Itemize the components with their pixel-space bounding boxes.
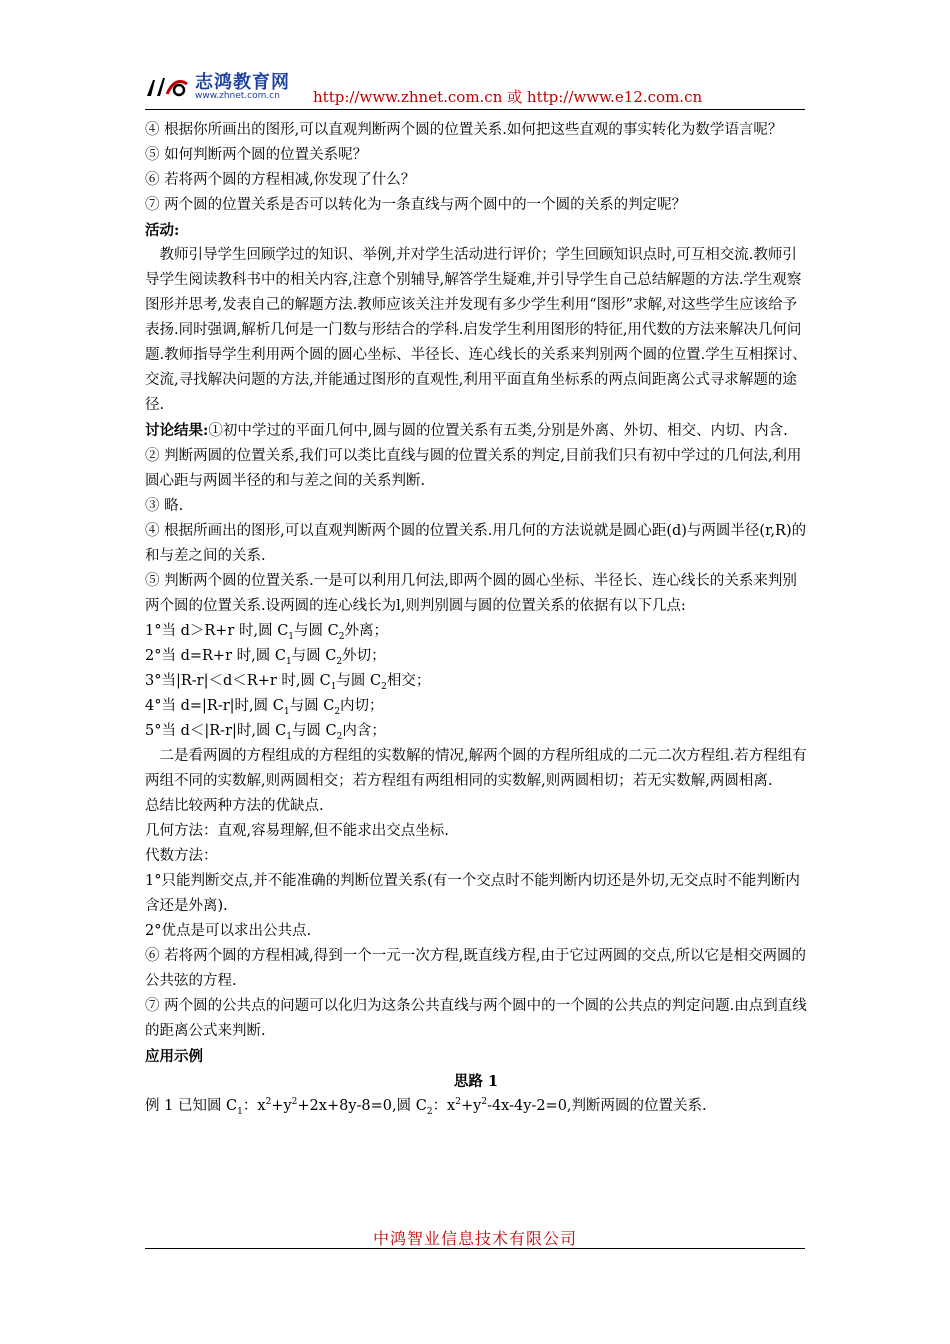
idea-heading: 思路 1 xyxy=(453,1073,499,1090)
application-heading: 应用示例 xyxy=(145,1048,203,1065)
discussion-7: ⑦ 两个圆的公共点的问题可以化归为这条公共直线与两个圆中的一个圆的公共点的判定问题.由点到直线的距离公式来判断. xyxy=(145,998,807,1039)
link-zhnet[interactable]: http://www.zhnet.com.cn xyxy=(313,88,503,106)
condition-text: 与圆 C xyxy=(336,673,382,689)
condition-text: 与圆 C xyxy=(291,648,337,664)
link-e12[interactable]: http://www.e12.com.cn xyxy=(526,88,703,106)
question-5: ⑤ 如何判断两个圆的位置关系呢？ xyxy=(145,147,368,163)
subscript: 1 xyxy=(286,731,292,742)
algebraic-point-1: 1°只能判断交点,并不能准确的判断位置关系(有一个交点时不能判断内切还是外切,无交点时不能判断内含还是外离). xyxy=(145,873,800,914)
example-text: ：x xyxy=(432,1098,456,1114)
example-text: ：x xyxy=(242,1098,266,1114)
example-1 xyxy=(145,1094,807,1119)
condition-3 xyxy=(145,669,807,694)
condition-text: 与圆 C xyxy=(294,623,339,639)
document-body xyxy=(145,118,807,1119)
page-header xyxy=(145,66,805,106)
question-4: ④ 根据你所画出的图形,可以直观判断两个圆的位置关系.如何把这些直观的事实转化为数学语言呢？ xyxy=(145,122,783,138)
discussion-5: ⑤ 判断两个圆的位置关系.一是可以利用几何法,即两个圆的圆心坐标、半径长、连心线长的关系来判别两个圆的位置关系.设两圆的连心线长为l,则判别圆与圆的位置关系的依据有以下几点: xyxy=(145,573,797,614)
example-text: -4x-4y-2=0,判断两圆的位置关系. xyxy=(487,1098,707,1114)
condition-1 xyxy=(145,619,807,644)
subscript: 1 xyxy=(283,706,290,717)
discussion-heading: 讨论结果: xyxy=(145,422,209,439)
superscript: 2 xyxy=(481,1097,488,1108)
example-text: +y xyxy=(271,1098,292,1114)
subscript: 1 xyxy=(330,681,337,692)
activity-paragraph: 教师引导学生回顾学过的知识、举例,并对学生活动进行评价；学生回顾知识点时,可互相交流.教师引导学生阅读教科书中的相关内容,注意个别辅导,解答学生疑难,并引导学生自己总结解题的方法.学生观察图形并思考,发表自己的解题方法.教师应该关注并发现有多少学生利用“图形”求解,对这些学生应该给予表扬.同时强调,解析几何是一门数与形结合的学科.启发学生利用图形的特征,用代数的方法来解决几何问题.教师指导学生利用两个圆的圆心坐标、半径长、连心线长的关系来判别两个圆的位置.学生互相探讨、交流,寻找解决问题的方法,并能通过图形的直观性,利用平面直角坐标系的两点间距离公式寻求解题的途径. xyxy=(145,247,807,413)
condition-2 xyxy=(145,644,807,669)
condition-text: 与圆 C xyxy=(289,698,335,714)
logo-text: 志鸿教育网 xyxy=(195,72,290,93)
site-logo[interactable] xyxy=(145,68,315,104)
discussion-3: ③ 略. xyxy=(145,498,184,514)
example-text: 例 1 已知圆 C xyxy=(145,1098,238,1114)
condition-text: 5°当 d＜|R-r|时,圆 C xyxy=(145,723,287,739)
condition-text: 相交； xyxy=(386,673,431,689)
condition-text: 3°当|R-r|＜d＜R+r 时,圆 C xyxy=(145,673,331,689)
header-divider xyxy=(145,109,805,110)
header-links xyxy=(313,86,702,107)
condition-text: 1°当 d＞R+r 时,圆 C xyxy=(145,623,289,639)
second-method: 二是看两圆的方程组成的方程组的实数解的情况,解两个圆的方程所组成的二元二次方程组.若方程组有两组不同的实数解,则两圆相交；若方程组有两组相同的实数解,则两圆相切；若无实数解,两圆相离. xyxy=(145,748,807,789)
condition-text: 4°当 d=|R-r|时,圆 C xyxy=(145,698,284,714)
condition-text: 与圆 C xyxy=(291,723,337,739)
question-7: ⑦ 两个圆的位置关系是否可以转化为一条直线与两个圆中的一个圆的关系的判定呢？ xyxy=(145,197,687,213)
condition-text: 2°当 d=R+r 时,圆 C xyxy=(145,648,286,664)
link-separator: 或 xyxy=(502,88,527,106)
subscript: 2 xyxy=(336,731,343,742)
condition-text: 内切； xyxy=(340,698,384,714)
discussion-2: ② 判断两圆的位置关系,我们可以类比直线与圆的位置关系的判定,目前我们只有初中学过的几何法,利用圆心距与两圆半径的和与差之间的关系判断. xyxy=(145,448,802,489)
footer-company: 中鸿智业信息技术有限公司 xyxy=(372,1229,577,1248)
discussion-4: ④ 根据所画出的图形,可以直观判断两个圆的位置关系.用几何的方法说就是圆心距(d)与两圆半径(r,R)的和与差之间的关系. xyxy=(145,523,807,564)
superscript: 2 xyxy=(265,1097,272,1108)
subscript: 2 xyxy=(381,681,387,692)
subscript: 2 xyxy=(334,706,341,717)
example-text: +y xyxy=(460,1098,482,1114)
geometric-method: 几何方法：直观,容易理解,但不能求出交点坐标. xyxy=(145,823,449,839)
discussion-1 xyxy=(145,418,807,444)
subscript: 1 xyxy=(237,1106,243,1117)
discussion-6: ⑥ 若将两个圆的方程相减,得到一个一元一次方程,既直线方程,由于它过两圆的交点,所以它是相交两圆的公共弦的方程. xyxy=(145,948,807,989)
condition-text: 内含； xyxy=(342,723,386,739)
condition-text: 外离； xyxy=(344,623,388,639)
compare-methods: 总结比较两种方法的优缺点. xyxy=(145,798,324,814)
superscript: 2 xyxy=(291,1097,298,1108)
footer-divider xyxy=(145,1248,805,1249)
condition-text: 外切； xyxy=(342,648,386,664)
subscript: 2 xyxy=(336,656,343,667)
discussion-1-text: ①初中学过的平面几何中,圆与圆的位置关系有五类,分别是外离、外切、相交、内切、内含. xyxy=(208,423,788,439)
subscript: 1 xyxy=(285,656,292,667)
question-6: ⑥ 若将两个圆的方程相减,你发现了什么？ xyxy=(145,172,416,188)
subscript: 2 xyxy=(338,631,345,642)
algebraic-method: 代数方法： xyxy=(145,848,218,864)
activity-heading: 活动: xyxy=(145,222,180,239)
example-text: +2x+8y-8=0,圆 C xyxy=(297,1098,427,1114)
superscript: 2 xyxy=(455,1097,461,1108)
condition-4 xyxy=(145,694,807,719)
logo-swoosh-icon xyxy=(145,74,191,100)
subscript: 1 xyxy=(288,631,295,642)
subscript: 2 xyxy=(426,1106,433,1117)
algebraic-point-2: 2°优点是可以求出公共点. xyxy=(145,923,312,939)
condition-5 xyxy=(145,719,807,744)
logo-url: www.zhnet.com.cn xyxy=(195,91,280,101)
